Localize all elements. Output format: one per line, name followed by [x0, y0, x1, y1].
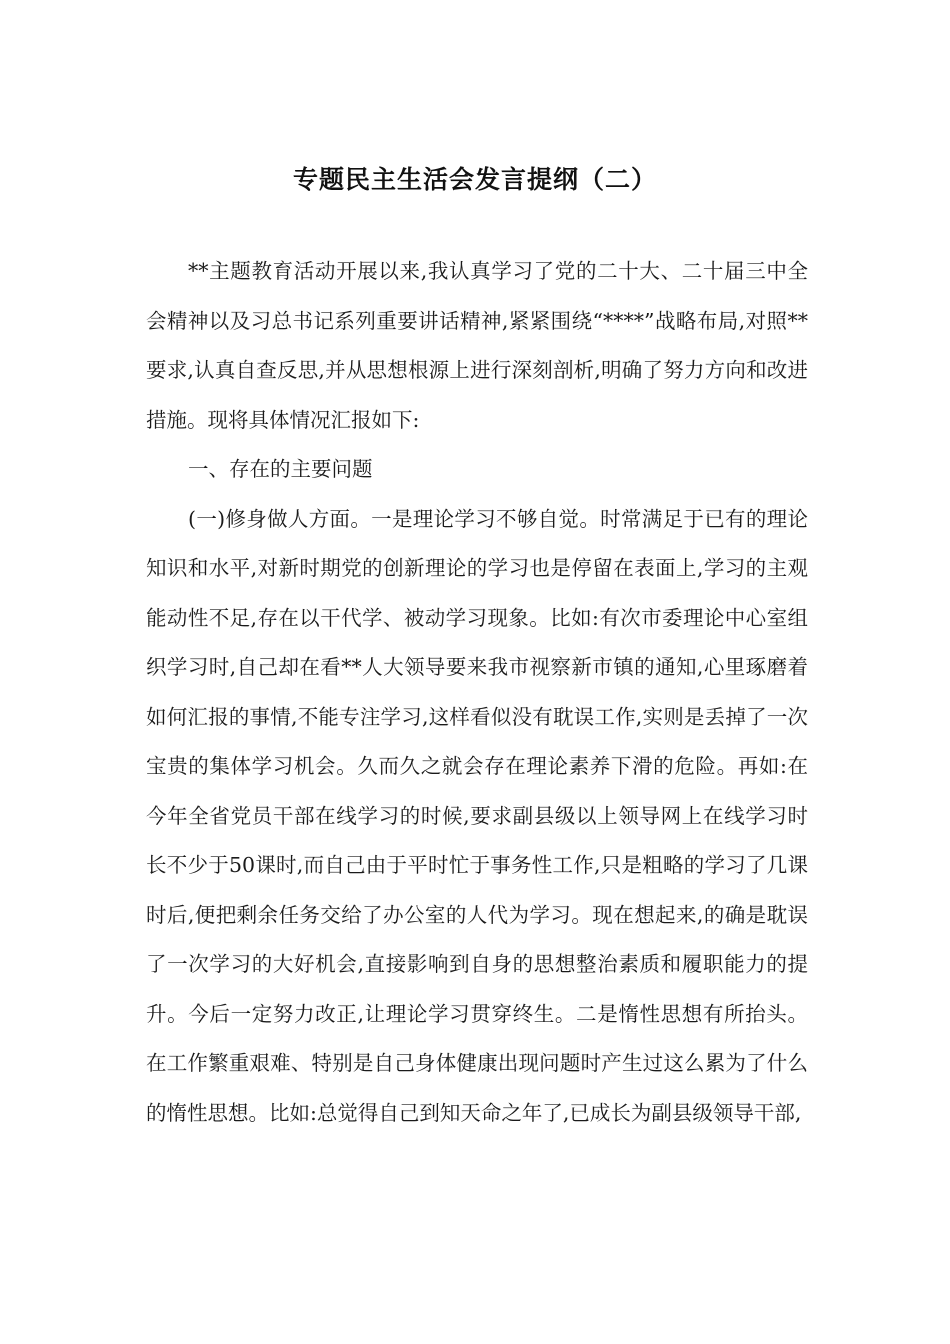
paragraph-intro: **主题教育活动开展以来,我认真学习了党的二十大、二十届三中全会精神以及习总书记系列重要讲话精神,紧紧围绕“****”战略布局,对照**要求,认真自查反思,并从思想根源上进行深刻剖析,明确了努力方向和改进措施。现将具体情况汇报如下:	[146, 259, 808, 432]
section-heading: 一、存在的主要问题	[188, 457, 373, 481]
paragraph-problems: (一)修身做人方面。一是理论学习不够自觉。时常满足于已有的理论知识和水平,对新时期党的创新理论的学习也是停留在表面上,学习的主观能动性不足,存在以干代学、被动学习现象。比如:有次市委理论中心室组织学习时,自己却在看**人大领导要来我市视察新市镇的通知,心里琢磨着如何汇报的事情,不能专注学习,这样看似没有耽误工作,实则是丢掉了一次宝贵的集体学习机会。久而久之就会存在理论素养下滑的危险。再如:在今年全省党员干部在线学习的时候,要求副县级以上领导网上在线学习时长不少于50课时,而自己由于平时忙于事务性工作,只是粗略的学习了几课时后,便把剩余任务交给了办公室的人代为学习。现在想起来,的确是耽误了一次学习的大好机会,直接影响到自身的思想整治素质和履职能力的提升。今后一定努力改正,让理论学习贯穿终生。二是惰性思想有所抬头。在工作繁重艰难、特别是自己身体健康出现问题时产生过这么累为了什么的惰性思想。比如:总觉得自己到知天命之年了,已成长为副县级领导干部,	[146, 506, 808, 1125]
document-body	[146, 247, 808, 1138]
document-title: 专题民主生活会发言提纲（二）	[292, 165, 657, 194]
